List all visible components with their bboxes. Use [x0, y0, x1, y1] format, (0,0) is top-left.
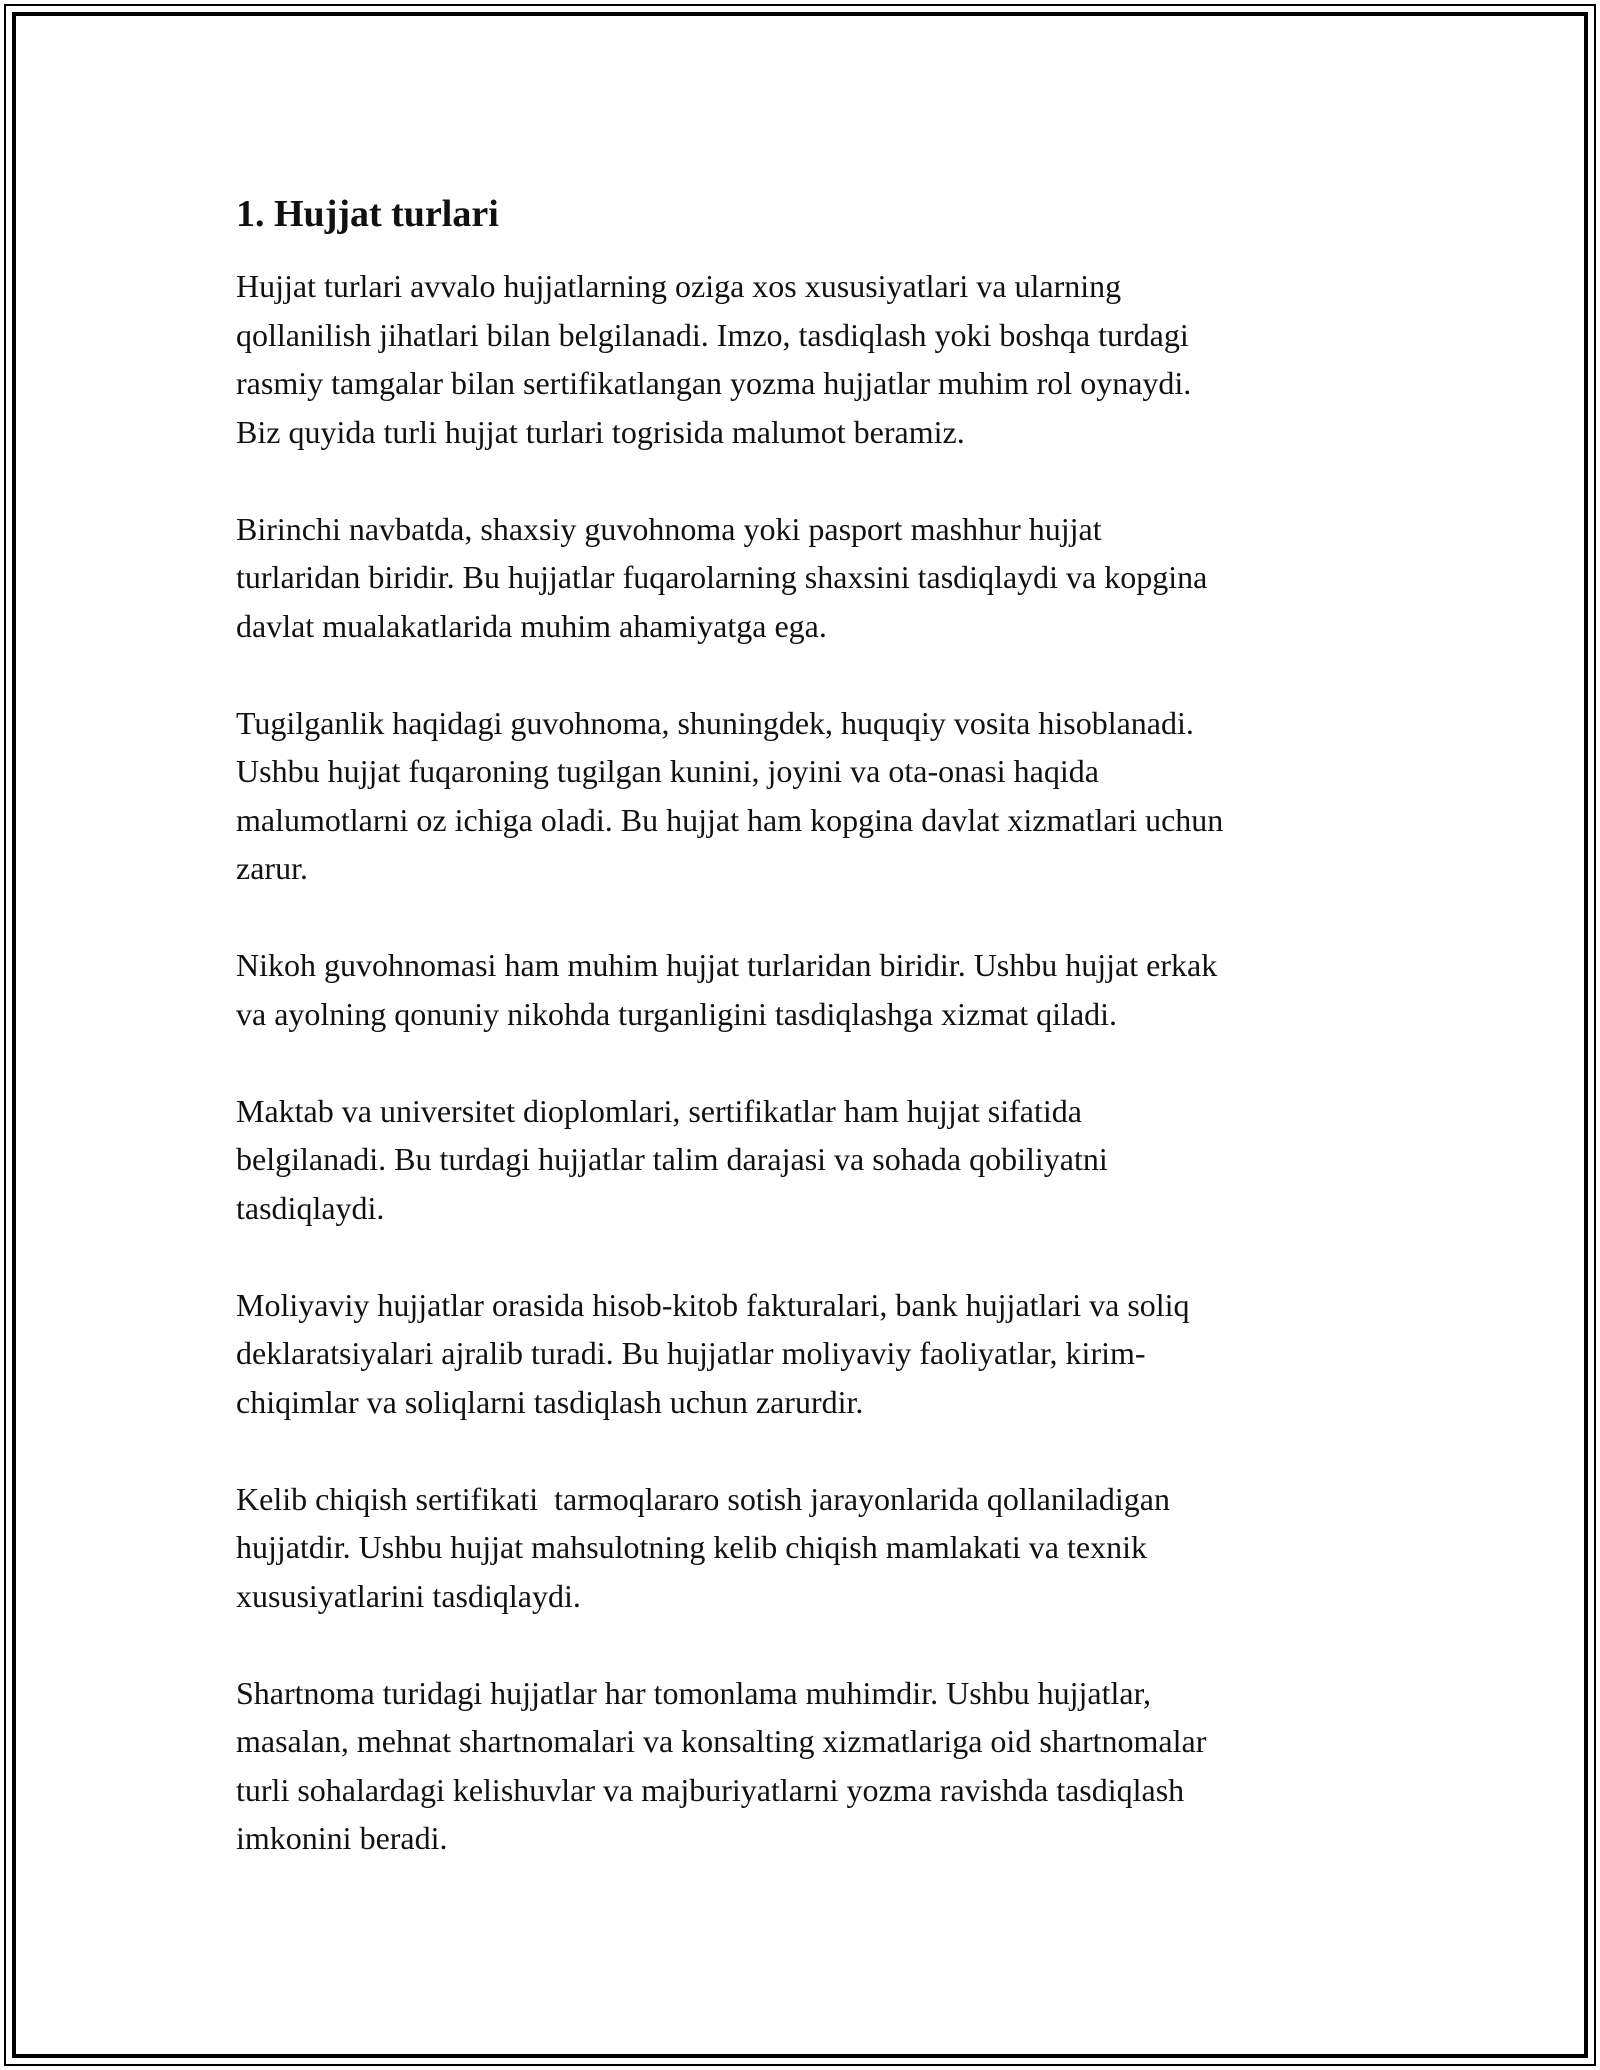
paragraph	[236, 699, 1376, 893]
document-body	[236, 186, 1376, 1911]
paragraph-line: hujjatdir. Ushbu hujjat mahsulotning kelib chiqish mamlakati va texnik	[236, 1529, 1147, 1565]
paragraph-line: imkonini beradi.	[236, 1820, 448, 1856]
paragraph-line: chiqimlar va soliqlarni tasdiqlash uchun zarurdir.	[236, 1383, 864, 1420]
paragraph	[236, 1281, 1376, 1427]
paragraph-line: masalan, mehnat shartnomalari va konsalting xizmatlariga oid shartnomalar	[236, 1723, 1207, 1759]
paragraph-line: xususiyatlarini tasdiqlaydi.	[236, 1577, 581, 1614]
paragraph-line: va ayolning qonuniy nikohda turganligini tasdiqlashga xizmat qiladi.	[236, 995, 1118, 1032]
paragraph-line: belgilanadi. Bu turdagi hujjatlar talim darajasi va sohada qobiliyatni	[236, 1141, 1108, 1177]
paragraph-line: turli sohalardagi kelishuvlar va majburiyatlarni yozma ravishda tasdiqlash	[236, 1771, 1185, 1808]
paragraph-line: qollanilish jihatlari bilan belgilanadi. Imzo, tasdiqlash yoki boshqa turdagi	[236, 316, 1189, 353]
paragraph-line: turlaridan biridir. Bu hujjatlar fuqarolarning shaxsini tasdiqlaydi va kopgina	[236, 559, 1208, 595]
paragraph-line: Birinchi navbatda, shaxsiy guvohnoma yoki pasport mashhur hujjat	[236, 510, 1102, 547]
paragraph	[236, 505, 1376, 651]
paragraph	[236, 941, 1376, 1038]
paragraph-line: Nikoh guvohnomasi ham muhim hujjat turlaridan biridir. Ushbu hujjat erkak	[236, 947, 1218, 983]
paragraph-line: zarur.	[236, 850, 308, 886]
section-heading: 1. Hujjat turlari	[236, 193, 499, 235]
paragraph-line: malumotlarni oz ichiga oladi. Bu hujjat ham kopgina davlat xizmatlari uchun	[236, 801, 1224, 838]
paragraph	[236, 1475, 1376, 1621]
paragraph-line: rasmiy tamgalar bilan sertifikatlangan yozma hujjatlar muhim rol oynaydi.	[236, 365, 1192, 401]
paragraph	[236, 1087, 1376, 1233]
paragraph-line: Ushbu hujjat fuqaroning tugilgan kunini, joyini va ota-onasi haqida	[236, 753, 1099, 789]
paragraph-line: Tugilganlik haqidagi guvohnoma, shuningdek, huquqiy vosita hisoblanadi.	[236, 704, 1194, 741]
paragraph-line: davlat mualakatlarida muhim ahamiyatga ega.	[236, 607, 827, 644]
paragraph-line: deklaratsiyalari ajralib turadi. Bu hujjatlar moliyaviy faoliyatlar, kirim-	[236, 1335, 1146, 1371]
paragraph	[236, 1669, 1376, 1863]
paragraph-line: Maktab va universitet dioplomlari, sertifikatlar ham hujjat sifatida	[236, 1092, 1082, 1129]
paragraph	[236, 262, 1376, 456]
paragraph-line: Kelib chiqish sertifikati tarmoqlararo sotish jarayonlarida qollaniladigan	[236, 1480, 1170, 1517]
paragraph-list	[236, 262, 1376, 1863]
paragraph-line: Moliyaviy hujjatlar orasida hisob-kitob fakturalari, bank hujjatlari va soliq	[236, 1286, 1190, 1323]
paragraph-line: Shartnoma turidagi hujjatlar har tomonlama muhimdir. Ushbu hujjatlar,	[236, 1674, 1151, 1711]
paragraph-line: Hujjat turlari avvalo hujjatlarning oziga xos xususiyatlari va ularning	[236, 268, 1122, 304]
paragraph-line: tasdiqlaydi.	[236, 1189, 385, 1226]
paragraph-line: Biz quyida turli hujjat turlari togrisida malumot beramiz.	[236, 413, 965, 450]
